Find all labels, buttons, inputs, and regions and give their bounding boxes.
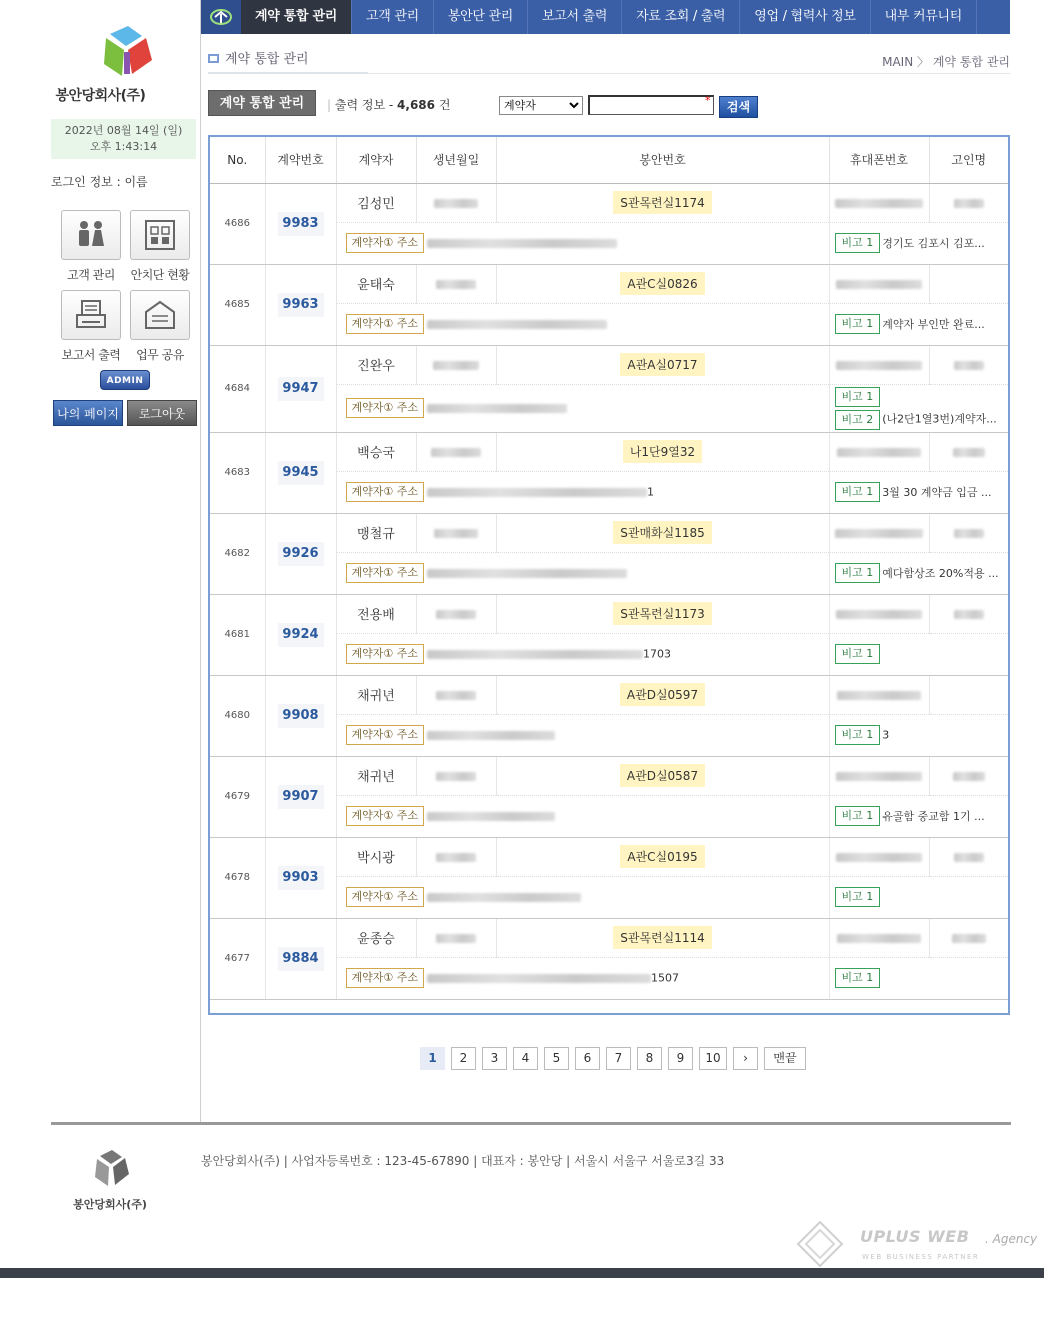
my-page-button[interactable]: 나의 페이지 bbox=[53, 400, 123, 426]
note-text: 계약자 부인만 완료... bbox=[882, 318, 985, 331]
note-tag[interactable]: 비고 1 bbox=[835, 314, 881, 334]
logout-button[interactable]: 로그아웃 bbox=[127, 400, 197, 426]
address-tag[interactable]: 계약자① 주소 bbox=[346, 563, 425, 583]
row-contract-no[interactable] bbox=[265, 837, 336, 918]
next-page-button[interactable]: › bbox=[733, 1047, 758, 1070]
brand-subtext: WEB BUSINESS PARTNER bbox=[862, 1253, 980, 1261]
row-birthdate-redacted bbox=[416, 918, 496, 957]
row-phone-redacted bbox=[829, 264, 929, 303]
row-contract-no[interactable] bbox=[265, 675, 336, 756]
note-text: 예다함상조 20%적용 ... bbox=[882, 567, 999, 580]
contract-no-link[interactable]: 9963 bbox=[278, 293, 324, 317]
nav-report-print[interactable]: 보고서 출력 bbox=[528, 0, 622, 34]
search-field-select[interactable] bbox=[499, 96, 583, 115]
note-tag[interactable]: 비고 1 bbox=[835, 644, 881, 664]
row-birthdate-redacted bbox=[416, 837, 496, 876]
col-phone[interactable]: 휴대폰번호 bbox=[829, 137, 929, 183]
row-birthdate-redacted bbox=[416, 432, 496, 471]
nav-cabinet-management[interactable]: 봉안단 관리 bbox=[434, 0, 528, 34]
quick-share-label: 업무 공유 bbox=[136, 348, 184, 362]
nav-contract-management[interactable]: 계약 통합 관리 bbox=[241, 0, 352, 34]
row-deceased-redacted bbox=[929, 183, 1008, 222]
unit-no-badge: A관A실0717 bbox=[620, 353, 704, 376]
current-time: 오후 1:43:14 bbox=[89, 140, 158, 153]
row-contractor-name[interactable]: 채귀년 bbox=[336, 756, 416, 795]
row-contract-no[interactable] bbox=[265, 264, 336, 345]
contract-table bbox=[208, 135, 1010, 1015]
unit-no-badge: S관목련실1114 bbox=[613, 926, 712, 949]
row-phone-redacted bbox=[829, 756, 929, 795]
table-row[interactable] bbox=[210, 675, 1008, 714]
row-unit-no bbox=[496, 837, 829, 876]
row-contract-no[interactable] bbox=[265, 918, 336, 999]
customers-icon bbox=[72, 218, 110, 252]
note-text: 3 bbox=[882, 728, 890, 742]
col-contractor[interactable]: 계약자 bbox=[336, 137, 416, 183]
row-no: 4680 bbox=[210, 675, 265, 756]
printer-icon bbox=[73, 298, 109, 332]
row-birthdate-redacted bbox=[416, 594, 496, 633]
note-text: 유골함 중교함 1기 ... bbox=[882, 810, 985, 823]
row-unit-no bbox=[496, 264, 829, 303]
row-birthdate-redacted bbox=[416, 345, 496, 384]
row-deceased-redacted bbox=[929, 594, 1008, 633]
title-divider bbox=[368, 73, 1010, 74]
row-address bbox=[336, 384, 829, 432]
row-notes bbox=[829, 222, 1008, 264]
nav-internal-community[interactable]: 내부 커뮤니티 bbox=[871, 0, 977, 34]
row-notes bbox=[829, 471, 1008, 513]
agency-text: . Agency bbox=[985, 1232, 1038, 1246]
address-redacted bbox=[427, 893, 581, 902]
row-deceased-redacted bbox=[929, 837, 1008, 876]
col-unit-no[interactable]: 봉안번호 bbox=[496, 137, 829, 183]
row-unit-no bbox=[496, 594, 829, 633]
row-notes bbox=[829, 876, 1008, 918]
count-suffix: 건 bbox=[435, 98, 451, 112]
table-header-row bbox=[210, 137, 1008, 183]
nav-sales-partner[interactable]: 영업 / 협력사 정보 bbox=[740, 0, 870, 34]
row-deceased-redacted bbox=[929, 513, 1008, 552]
row-contractor-name[interactable]: 김성민 bbox=[336, 183, 416, 222]
quick-cabinet-button[interactable] bbox=[120, 210, 200, 283]
quick-cabinet-label: 안치단 현황 bbox=[130, 268, 190, 282]
address-redacted bbox=[427, 488, 647, 497]
row-birthdate-redacted bbox=[416, 675, 496, 714]
row-unit-no bbox=[496, 918, 829, 957]
row-unit-no bbox=[496, 756, 829, 795]
contract-no-link[interactable]: 9903 bbox=[278, 866, 324, 890]
row-no: 4679 bbox=[210, 756, 265, 837]
address-redacted bbox=[427, 320, 607, 329]
quick-share-button[interactable] bbox=[120, 290, 200, 363]
table-row[interactable] bbox=[210, 756, 1008, 795]
col-deceased[interactable]: 고인명 bbox=[929, 137, 1008, 183]
note-tag[interactable]: 비고 1 bbox=[835, 806, 881, 826]
unit-no-badge: S관매화실1185 bbox=[613, 521, 712, 544]
address-tag[interactable]: 계약자① 주소 bbox=[346, 314, 425, 334]
row-notes bbox=[829, 303, 1008, 345]
row-contract-no[interactable] bbox=[265, 345, 336, 432]
row-no: 4682 bbox=[210, 513, 265, 594]
col-no[interactable]: No. bbox=[210, 137, 265, 183]
row-contract-no[interactable] bbox=[265, 183, 336, 264]
row-phone-redacted bbox=[829, 594, 929, 633]
row-deceased-redacted bbox=[929, 345, 1008, 384]
address-redacted bbox=[427, 974, 651, 983]
quick-customer-label: 고객 관리 bbox=[67, 268, 115, 282]
row-birthdate-redacted bbox=[416, 264, 496, 303]
unit-no-badge: A관D실0587 bbox=[620, 764, 705, 787]
contract-no-link[interactable]: 9983 bbox=[278, 212, 324, 236]
quick-customer-button[interactable] bbox=[51, 210, 131, 283]
row-contractor-name[interactable]: 진완우 bbox=[336, 345, 416, 384]
row-contractor-name[interactable]: 전용배 bbox=[336, 594, 416, 633]
nav-customer-management[interactable]: 고객 관리 bbox=[352, 0, 434, 34]
row-phone-redacted bbox=[829, 183, 929, 222]
row-notes bbox=[829, 714, 1008, 756]
note-text: 3월 30 계약금 입금 ... bbox=[882, 486, 992, 499]
login-info: 로그인 정보 : 이름 bbox=[51, 175, 148, 189]
page-title-text: 계약 통합 관리 bbox=[225, 52, 309, 67]
row-address bbox=[336, 222, 829, 264]
page-title bbox=[208, 48, 309, 67]
home-button[interactable] bbox=[201, 0, 241, 34]
row-phone-redacted bbox=[829, 432, 929, 471]
table-row[interactable] bbox=[210, 918, 1008, 957]
address-suffix: 1703 bbox=[643, 647, 671, 661]
row-contractor-name[interactable]: 박시광 bbox=[336, 837, 416, 876]
address-tag[interactable]: 계약자① 주소 bbox=[346, 806, 425, 826]
row-no: 4681 bbox=[210, 594, 265, 675]
address-tag[interactable]: 계약자① 주소 bbox=[346, 644, 425, 664]
unit-no-badge: A관C실0826 bbox=[620, 272, 704, 295]
row-unit-no bbox=[496, 432, 829, 471]
address-suffix: 1 bbox=[647, 485, 654, 499]
row-deceased-redacted bbox=[929, 675, 1008, 714]
table-row[interactable] bbox=[210, 837, 1008, 876]
address-redacted bbox=[427, 731, 555, 740]
page-4-button[interactable]: 4 bbox=[513, 1047, 538, 1070]
contract-no-link[interactable]: 9884 bbox=[278, 947, 324, 971]
row-address bbox=[336, 552, 829, 594]
col-birthdate[interactable]: 생년월일 bbox=[416, 137, 496, 183]
address-redacted bbox=[427, 239, 617, 248]
footer-divider bbox=[51, 1122, 1011, 1125]
footer-logo-icon bbox=[90, 1148, 132, 1190]
address-redacted bbox=[427, 812, 555, 821]
address-tag[interactable]: 계약자① 주소 bbox=[346, 482, 425, 502]
row-contractor-name[interactable]: 맹철규 bbox=[336, 513, 416, 552]
row-notes bbox=[829, 795, 1008, 837]
row-phone-redacted bbox=[829, 513, 929, 552]
page-3-button[interactable]: 3 bbox=[482, 1047, 507, 1070]
unit-no-badge: A관C실0195 bbox=[620, 845, 704, 868]
row-contractor-name[interactable]: 백승국 bbox=[336, 432, 416, 471]
address-redacted bbox=[427, 650, 643, 659]
note-text: 경기도 김포시 김포... bbox=[882, 237, 985, 250]
row-unit-no bbox=[496, 345, 829, 384]
contract-no-link[interactable]: 9924 bbox=[278, 623, 324, 647]
row-birthdate-redacted bbox=[416, 183, 496, 222]
note-tag[interactable]: 비고 1 bbox=[835, 233, 881, 253]
row-deceased-redacted bbox=[929, 432, 1008, 471]
note-tag[interactable]: 비고 1 bbox=[835, 387, 881, 407]
footer-company: 봉안당회사(주) bbox=[73, 1198, 147, 1211]
unit-no-badge: 나1단9열32 bbox=[623, 440, 702, 463]
col-contract-no[interactable]: 계약번호 bbox=[265, 137, 336, 183]
address-tag[interactable]: 계약자① 주소 bbox=[346, 887, 425, 907]
admin-button[interactable]: ADMIN bbox=[100, 370, 150, 390]
quick-report-button[interactable] bbox=[51, 290, 131, 363]
row-address bbox=[336, 633, 829, 675]
last-page-button[interactable]: 맨끝 bbox=[764, 1047, 806, 1070]
row-contractor-name[interactable]: 채귀년 bbox=[336, 675, 416, 714]
row-unit-no bbox=[496, 675, 829, 714]
unit-no-badge: S관목련실1174 bbox=[613, 191, 712, 214]
row-no: 4684 bbox=[210, 345, 265, 432]
page-10-button[interactable]: 10 bbox=[699, 1047, 727, 1070]
unit-no-badge: S관목련실1173 bbox=[613, 602, 712, 625]
home-logo-icon bbox=[209, 8, 233, 26]
contract-no-link[interactable]: 9945 bbox=[278, 461, 324, 485]
top-navigation bbox=[201, 0, 1010, 34]
row-address bbox=[336, 714, 829, 756]
row-address bbox=[336, 303, 829, 345]
note-tag[interactable]: 비고 2 bbox=[835, 410, 881, 430]
row-contract-no[interactable] bbox=[265, 594, 336, 675]
row-no: 4678 bbox=[210, 837, 265, 918]
count-value: 4,686 bbox=[397, 98, 435, 112]
row-address bbox=[336, 957, 829, 999]
row-contractor-name[interactable]: 윤종승 bbox=[336, 918, 416, 957]
row-contract-no[interactable] bbox=[265, 513, 336, 594]
page-6-button[interactable]: 6 bbox=[575, 1047, 600, 1070]
note-tag[interactable]: 비고 1 bbox=[835, 725, 881, 745]
page-5-button[interactable]: 5 bbox=[544, 1047, 569, 1070]
pagination bbox=[420, 1047, 806, 1070]
breadcrumb: MAIN 〉 계약 통합 관리 bbox=[882, 55, 1010, 69]
section-label: 계약 통합 관리 bbox=[208, 90, 316, 116]
row-birthdate-redacted bbox=[416, 513, 496, 552]
note-tag[interactable]: 비고 1 bbox=[835, 563, 881, 583]
row-address bbox=[336, 795, 829, 837]
table-row[interactable] bbox=[210, 183, 1008, 222]
grid-cabinet-icon bbox=[142, 218, 178, 252]
os-taskbar bbox=[0, 1268, 1044, 1278]
note-tag[interactable]: 비고 1 bbox=[835, 482, 881, 502]
address-redacted bbox=[427, 404, 567, 413]
address-tag[interactable]: 계약자① 주소 bbox=[346, 398, 425, 418]
row-contract-no[interactable] bbox=[265, 432, 336, 513]
result-count: | 출력 정보 - 4,686 건 bbox=[327, 98, 451, 112]
contract-no-link[interactable]: 9908 bbox=[278, 704, 324, 728]
row-deceased-redacted bbox=[929, 264, 1008, 303]
row-deceased-redacted bbox=[929, 756, 1008, 795]
row-address bbox=[336, 876, 829, 918]
table-row[interactable] bbox=[210, 513, 1008, 552]
note-tag[interactable]: 비고 1 bbox=[835, 968, 881, 988]
row-phone-redacted bbox=[829, 345, 929, 384]
share-folder-icon bbox=[142, 298, 178, 332]
search-button[interactable]: 검색 bbox=[719, 96, 758, 118]
note-text: (나2단1열3번)계약자... bbox=[882, 412, 997, 426]
table-row[interactable] bbox=[210, 594, 1008, 633]
quick-report-label: 보고서 출력 bbox=[61, 348, 121, 362]
contract-no-link[interactable]: 9907 bbox=[278, 785, 324, 809]
title-underline bbox=[208, 72, 368, 74]
row-contract-no[interactable] bbox=[265, 756, 336, 837]
contract-no-link[interactable]: 9926 bbox=[278, 542, 324, 566]
current-date: 2022년 08월 14일 (일) bbox=[64, 124, 183, 137]
unit-no-badge: A관D실0597 bbox=[620, 683, 705, 706]
row-phone-redacted bbox=[829, 918, 929, 957]
address-tag[interactable]: 계약자① 주소 bbox=[346, 968, 425, 988]
row-notes bbox=[829, 384, 1008, 432]
row-no: 4685 bbox=[210, 264, 265, 345]
page-1-button[interactable]: 1 bbox=[420, 1047, 445, 1070]
contract-no-link[interactable]: 9947 bbox=[278, 377, 324, 401]
company-name: 봉안당회사(주) bbox=[55, 88, 146, 104]
nav-data-query[interactable]: 자료 조회 / 출력 bbox=[622, 0, 740, 34]
row-notes bbox=[829, 957, 1008, 999]
row-phone-redacted bbox=[829, 837, 929, 876]
row-notes bbox=[829, 633, 1008, 675]
footer-info: 봉안당회사(주) | 사업자등록번호 : 123-45-67890 | 대표자 : 봉안당 | 서울시 서울구 서울로3길 33 bbox=[201, 1154, 725, 1168]
row-unit-no bbox=[496, 513, 829, 552]
row-notes bbox=[829, 552, 1008, 594]
row-deceased-redacted bbox=[929, 918, 1008, 957]
search-input[interactable] bbox=[588, 95, 714, 115]
required-mark: * bbox=[705, 94, 711, 107]
note-tag[interactable]: 비고 1 bbox=[835, 887, 881, 907]
page-2-button[interactable]: 2 bbox=[451, 1047, 476, 1070]
row-contractor-name[interactable]: 윤태숙 bbox=[336, 264, 416, 303]
page-9-button[interactable]: 9 bbox=[668, 1047, 693, 1070]
address-tag[interactable]: 계약자① 주소 bbox=[346, 725, 425, 745]
company-logo-icon bbox=[96, 24, 156, 80]
table-row[interactable] bbox=[210, 432, 1008, 471]
table-row[interactable] bbox=[210, 345, 1008, 384]
page-8-button[interactable]: 8 bbox=[637, 1047, 662, 1070]
address-suffix: 1507 bbox=[651, 971, 679, 985]
row-unit-no bbox=[496, 183, 829, 222]
row-no: 4677 bbox=[210, 918, 265, 999]
brand-text: UPLUS WEB bbox=[860, 1227, 970, 1246]
table-row[interactable] bbox=[210, 264, 1008, 303]
title-square-icon bbox=[208, 54, 219, 63]
address-tag[interactable]: 계약자① 주소 bbox=[346, 233, 425, 253]
current-datetime bbox=[51, 119, 196, 159]
row-no: 4686 bbox=[210, 183, 265, 264]
address-redacted bbox=[427, 569, 627, 578]
left-sidebar bbox=[0, 0, 201, 1122]
row-no: 4683 bbox=[210, 432, 265, 513]
row-birthdate-redacted bbox=[416, 756, 496, 795]
page-7-button[interactable]: 7 bbox=[606, 1047, 631, 1070]
row-address bbox=[336, 471, 829, 513]
row-phone-redacted bbox=[829, 675, 929, 714]
count-prefix: 출력 정보 - bbox=[334, 98, 398, 112]
